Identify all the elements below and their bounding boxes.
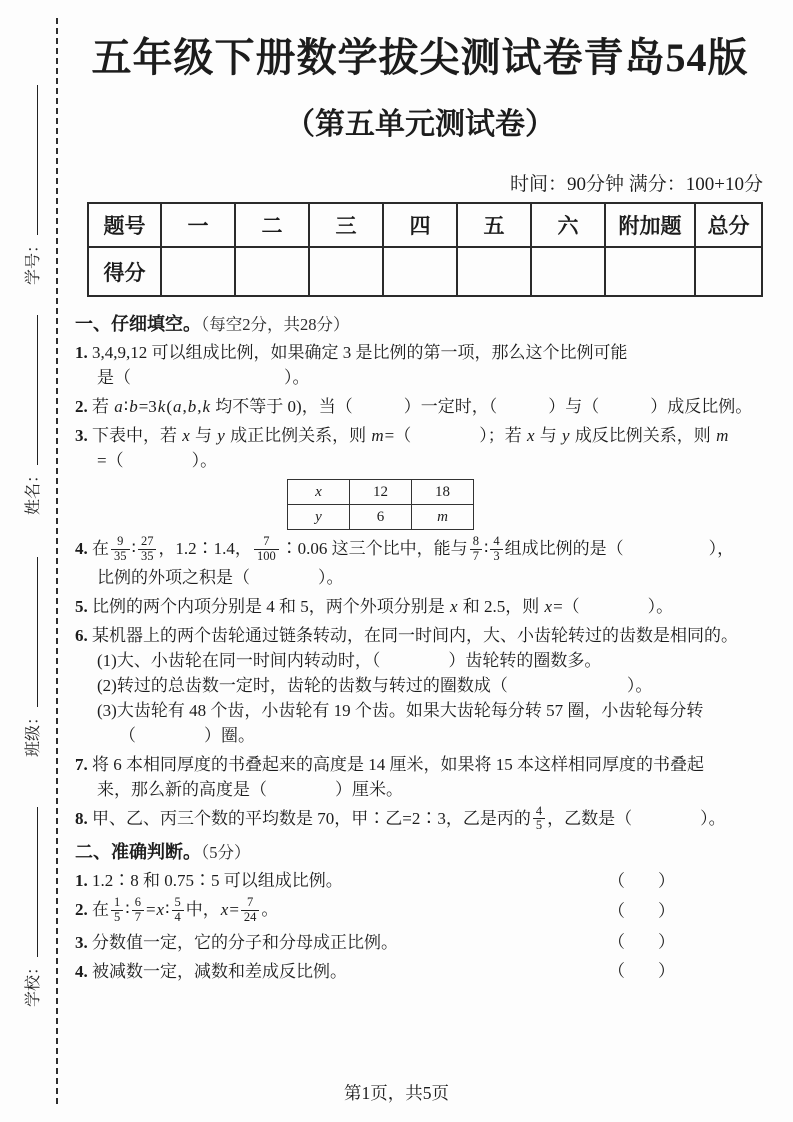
math-variable: a bbox=[114, 397, 123, 416]
question-line: (1)大、小齿轮在同一时间内转动时，（ ）齿轮转的圈数多。 bbox=[97, 650, 602, 670]
fraction-numerator: 9 bbox=[111, 535, 130, 550]
score-header-cell: 六 bbox=[531, 203, 605, 247]
math-variable: k bbox=[202, 397, 211, 416]
question-number: 6. bbox=[75, 625, 88, 645]
math-variable: x bbox=[220, 900, 229, 920]
score-empty-cell bbox=[695, 247, 762, 296]
question-line: 1. 1.2∶8 和 0.75∶5 可以组成比例。 （ ） bbox=[75, 868, 765, 893]
fraction-denominator: 4 bbox=[174, 909, 181, 924]
fraction-denominator: 100 bbox=[256, 548, 276, 563]
math-variable: x bbox=[526, 426, 535, 445]
math-variable: m bbox=[371, 426, 384, 445]
question bbox=[75, 959, 765, 984]
score-table-header-row bbox=[88, 203, 762, 247]
score-header-cell: 四 bbox=[383, 203, 457, 247]
fraction-numerator: 7 bbox=[254, 535, 279, 550]
question bbox=[75, 752, 765, 802]
questions-area bbox=[75, 310, 765, 984]
xy-value-table bbox=[287, 479, 474, 530]
math-variable: x bbox=[544, 596, 553, 616]
math-variable: m bbox=[437, 508, 448, 525]
question-line: 8. 甲、乙、丙三个数的平均数是 70，甲∶乙=2∶3，乙是丙的 $\frac{4}{5}$ ，乙数是（ ）。 bbox=[75, 803, 726, 833]
student-id-label: 学号： bbox=[25, 236, 42, 285]
question-number: 3. bbox=[75, 426, 88, 445]
fraction-numerator: 4 bbox=[490, 535, 502, 550]
xy-table-cell: 18 bbox=[412, 480, 474, 505]
score-empty-cell bbox=[457, 247, 531, 296]
score-empty-cell bbox=[605, 247, 695, 296]
judgment-answer-blank: （ ） bbox=[608, 961, 683, 981]
question-line: 1. 3,4,9,12 可以组成比例，如果确定 3 是比例的第一项，那么这个比例可能 bbox=[75, 343, 628, 362]
fraction bbox=[111, 896, 123, 925]
question-line: 3. 下表中，若 x 与 y 成正比例关系，则 m=（ ）；若 x 与 y 成反比例关系，则 m bbox=[75, 426, 729, 445]
xy-table-cell: 6 bbox=[350, 505, 412, 530]
question bbox=[75, 803, 765, 835]
class-label: 班级： bbox=[25, 708, 42, 757]
fraction bbox=[111, 535, 130, 564]
page-subtitle: （第五单元测试卷） bbox=[285, 108, 555, 141]
fraction-denominator: 3 bbox=[493, 548, 500, 563]
question-number: 1. bbox=[75, 871, 88, 890]
question bbox=[75, 394, 765, 419]
question-line: 4. 被减数一定，减数和差成反比例。 （ ） bbox=[75, 959, 765, 984]
page-title: 五年级下册数学拔尖测试卷青岛54版 bbox=[91, 35, 749, 80]
score-table-score-row bbox=[88, 247, 762, 296]
name-label: 姓名： bbox=[25, 466, 42, 515]
time-score-info: 时间：90分钟 满分：100+10分 bbox=[510, 174, 763, 195]
student-id-field bbox=[20, 85, 44, 285]
question bbox=[75, 868, 765, 893]
fraction bbox=[172, 896, 184, 925]
class-field bbox=[20, 557, 44, 757]
school-field bbox=[20, 807, 44, 1007]
score-header-cell: 题号 bbox=[88, 203, 161, 247]
question-number: 2. bbox=[75, 900, 88, 920]
fraction-numerator: 6 bbox=[132, 896, 144, 911]
section-heading bbox=[75, 838, 765, 864]
score-header-cell: 五 bbox=[457, 203, 531, 247]
question-number: 5. bbox=[75, 596, 88, 616]
score-table bbox=[87, 202, 763, 297]
section-points-note: （每空2分，共28分） bbox=[201, 315, 350, 334]
fraction-denominator: 24 bbox=[243, 909, 257, 924]
score-header-cell: 三 bbox=[309, 203, 383, 247]
fraction bbox=[241, 896, 260, 925]
xy-table-cell: 12 bbox=[350, 480, 412, 505]
xy-table-cell bbox=[412, 505, 474, 530]
fraction-numerator: 27 bbox=[138, 535, 157, 550]
section-title: 二、准确判断。 bbox=[75, 842, 201, 862]
fraction-denominator: 7 bbox=[134, 909, 141, 924]
score-header-cell: 二 bbox=[235, 203, 309, 247]
score-empty-cell bbox=[531, 247, 605, 296]
math-variable: x bbox=[315, 483, 322, 500]
fraction bbox=[470, 535, 482, 564]
score-header-cell: 总分 bbox=[695, 203, 762, 247]
question-line: 3. 分数值一定，它的分子和分母成正比例。 （ ） bbox=[75, 930, 765, 955]
question-number: 3. bbox=[75, 932, 88, 952]
xy-table-cell bbox=[288, 480, 350, 505]
fraction bbox=[132, 896, 144, 925]
fraction-numerator: 8 bbox=[470, 535, 482, 550]
xy-table-cell bbox=[288, 505, 350, 530]
question-number: 7. bbox=[75, 754, 88, 774]
judgment-answer-blank: （ ） bbox=[608, 871, 683, 890]
judgment-answer-blank: （ ） bbox=[608, 932, 683, 952]
question-number: 8. bbox=[75, 808, 88, 828]
math-variable: k bbox=[157, 397, 166, 416]
question-line: 6. 某机器上的两个齿轮通过链条转动，在同一时间内，大、小齿轮转过的齿数是相同的。 bbox=[75, 625, 738, 645]
school-blank-line bbox=[23, 807, 38, 957]
fraction bbox=[533, 805, 545, 834]
math-variable: y bbox=[315, 508, 322, 525]
question-line: =（ ）。 bbox=[97, 451, 218, 470]
score-empty-cell bbox=[161, 247, 235, 296]
question bbox=[75, 423, 765, 530]
math-variable: a bbox=[173, 397, 182, 416]
score-row-label: 得分 bbox=[88, 247, 161, 296]
question-line: （ ）圈。 bbox=[119, 725, 255, 745]
question-line: 2. 在 $\frac{1}{5}$ ∶ $\frac{6}{7}$ =x∶ $\frac{5}{4}$ 中，x= $\frac{7}{24}$ 。 （ ） bbox=[75, 895, 683, 924]
score-header-cell: 附加题 bbox=[605, 203, 695, 247]
question-number: 2. bbox=[75, 397, 88, 416]
score-empty-cell bbox=[383, 247, 457, 296]
question bbox=[75, 536, 765, 590]
fraction-numerator: 5 bbox=[172, 896, 184, 911]
question-line: 5. 比例的两个内项分别是 4 和 5，两个外项分别是 x 和 2.5，则 x=（ ）。 bbox=[75, 596, 674, 616]
score-empty-cell bbox=[235, 247, 309, 296]
score-empty-cell bbox=[309, 247, 383, 296]
question bbox=[75, 930, 765, 955]
student-id-blank-line bbox=[23, 85, 38, 235]
question-line: (2)转过的总齿数一定时，齿轮的齿数与转过的圈数成（ ）。 bbox=[97, 675, 653, 695]
question-line: 4. 在 $\frac{9}{35}$ ∶ $\frac{27}{35}$ ，1.2∶1.4， $\frac{7}{100}$ ∶0.06 这三个比中，能与 $\frac{8}{7}$ ∶ $\frac{4}{3}$ 组成比例的是（ ）， bbox=[75, 534, 735, 563]
xy-table-row bbox=[288, 480, 474, 505]
question bbox=[75, 623, 765, 748]
score-header-cell: 一 bbox=[161, 203, 235, 247]
question-line: 比例的外项之积是（ ）。 bbox=[97, 567, 344, 587]
fraction-numerator: 7 bbox=[241, 896, 260, 911]
name-field bbox=[20, 315, 44, 515]
judgment-answer-blank: （ ） bbox=[608, 901, 683, 921]
question-section bbox=[75, 838, 765, 984]
fraction-denominator: 35 bbox=[140, 548, 154, 563]
fraction-numerator: 4 bbox=[533, 805, 545, 820]
question-line: 是（ ）。 bbox=[97, 368, 310, 387]
question-section bbox=[75, 310, 765, 834]
question bbox=[75, 897, 765, 926]
question-number: 4. bbox=[75, 961, 88, 981]
fraction-numerator: 1 bbox=[111, 896, 123, 911]
section-heading bbox=[75, 310, 765, 336]
math-variable: x bbox=[450, 596, 458, 616]
math-variable: b bbox=[187, 397, 197, 416]
question-line: 7. 将 6 本相同厚度的书叠起来的高度是 14 厘米，如果将 15 本这样相同厚度的书叠起 bbox=[75, 754, 704, 774]
math-variable: y bbox=[217, 426, 225, 445]
fraction-denominator: 7 bbox=[472, 548, 479, 563]
math-variable: b bbox=[129, 397, 138, 416]
fraction bbox=[254, 535, 279, 564]
school-label: 学校： bbox=[25, 958, 42, 1007]
question-number: 1. bbox=[75, 343, 88, 362]
name-blank-line bbox=[23, 315, 38, 465]
fraction-denominator: 5 bbox=[114, 909, 121, 924]
section-title: 一、仔细填空。 bbox=[75, 314, 201, 334]
question-number: 4. bbox=[75, 539, 88, 559]
xy-table-row bbox=[288, 505, 474, 530]
math-variable: y bbox=[562, 426, 570, 445]
dashed-margin-divider bbox=[56, 18, 58, 1104]
math-variable: x bbox=[156, 900, 165, 920]
section-points-note: （5分） bbox=[201, 843, 251, 862]
question bbox=[75, 340, 765, 390]
math-variable: m bbox=[716, 426, 729, 445]
content-column bbox=[75, 0, 765, 988]
question-line: 2. 若 a∶b=3k(a,b,k 均不等于 0)，当（ ）一定时，（ ）与（ ）成反比例。 bbox=[75, 397, 753, 416]
fraction bbox=[490, 535, 502, 564]
question-line: (3)大齿轮有 48 个齿，小齿轮有 19 个齿。如果大齿轮每分转 57 圈，小齿轮每分转 bbox=[97, 700, 704, 720]
fraction-denominator: 5 bbox=[535, 818, 543, 833]
question-line: 来，那么新的高度是（ ）厘米。 bbox=[97, 779, 403, 799]
question bbox=[75, 594, 765, 619]
class-blank-line bbox=[23, 557, 38, 707]
page-number-footer: 第1页，共5页 bbox=[344, 1083, 449, 1103]
math-variable: x bbox=[182, 426, 190, 445]
fraction bbox=[138, 535, 157, 564]
fraction-denominator: 35 bbox=[114, 548, 127, 563]
